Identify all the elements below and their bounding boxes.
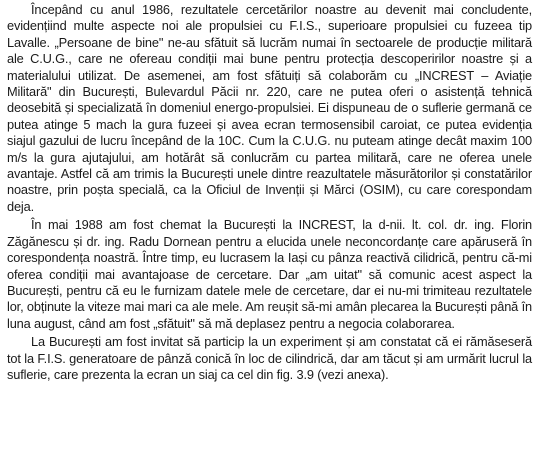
paragraph-3: La București am fost invitat să particip la un experiment și am constatat că ei rămăseseră tot la F.I.S. generatoare de pânză conică în loc de cilindrică, dar am tăcut și am urmărit lucrul la suflerie, care prezenta la ecran un siaj ca cel din fig. 3.9 (vezi anexa). [7, 334, 532, 382]
paragraph-1: Începând cu anul 1986, rezultatele cercetărilor noastre au devenit mai concludente, evidențiind multe aspecte noi ale propulsiei cu F.I.S., superioare propulsiei cu fuzeea tip Lavalle. „Persoane de bine" ne-au sfătuit să lucrăm numai în sectoarele de producție militară ale C.U.G., care ne ofereau condiții mai bune pentru protecția descoperirilor noastre și a materialului utilizat. De asemenei, am fost sfătuiți să colaborăm cu „INCREST – Aviație Militară" din București, Bulevardul Păcii nr. 220, care ne putea oferi o asistență tehnică deosebită și specializată în domeniul energo-propulsiei. Ei dispuneau de o suflerie germană ce putea atinge 5 mach la gura fuzeei și avea ecran termosensibil caroiat, ce putea evidenția siajul gazului de lucru începând de la 10C. Cum la C.U.G. nu puteam atinge decât maxim 100 m/s la gura ajutajului, am hotărât să conlucrăm cu partea militară, care ne oferea unele avantaje. Astfel că am trimis la București unele dintre reazultatele măsurătorilor și constatărilor noastre, prin poșta specială, ca la Oficiul de Invenții și Mărci (OSIM), cu care corespondam deja. [7, 2, 532, 214]
paragraph-2: În mai 1988 am fost chemat la București la INCREST, la d-nii. lt. col. dr. ing. Florin Zăgănescu și dr. ing. Radu Dornean pentru a elucida unele neconcordanțe care apăruseră în corespondența noastră. Între timp, eu lucrasem la Iași cu pânza reactivă cilidrică, pentru că-mi oferea condiții mai avantajoase de cercetare. Dar „am uitat" să comunic acest aspect la București, pentru că eu le furnizam datele mele de cercetare, dar ei nu-mi trimiteau rezultatele lor, obținute la viteze mai mari ca ale mele. Am reușit să-mi amân plecarea la București până în luna august, când am fost „sfătuit" să mă deplasez pentru a negocia colaborarea. [7, 217, 532, 331]
document-page [7, 0, 532, 383]
